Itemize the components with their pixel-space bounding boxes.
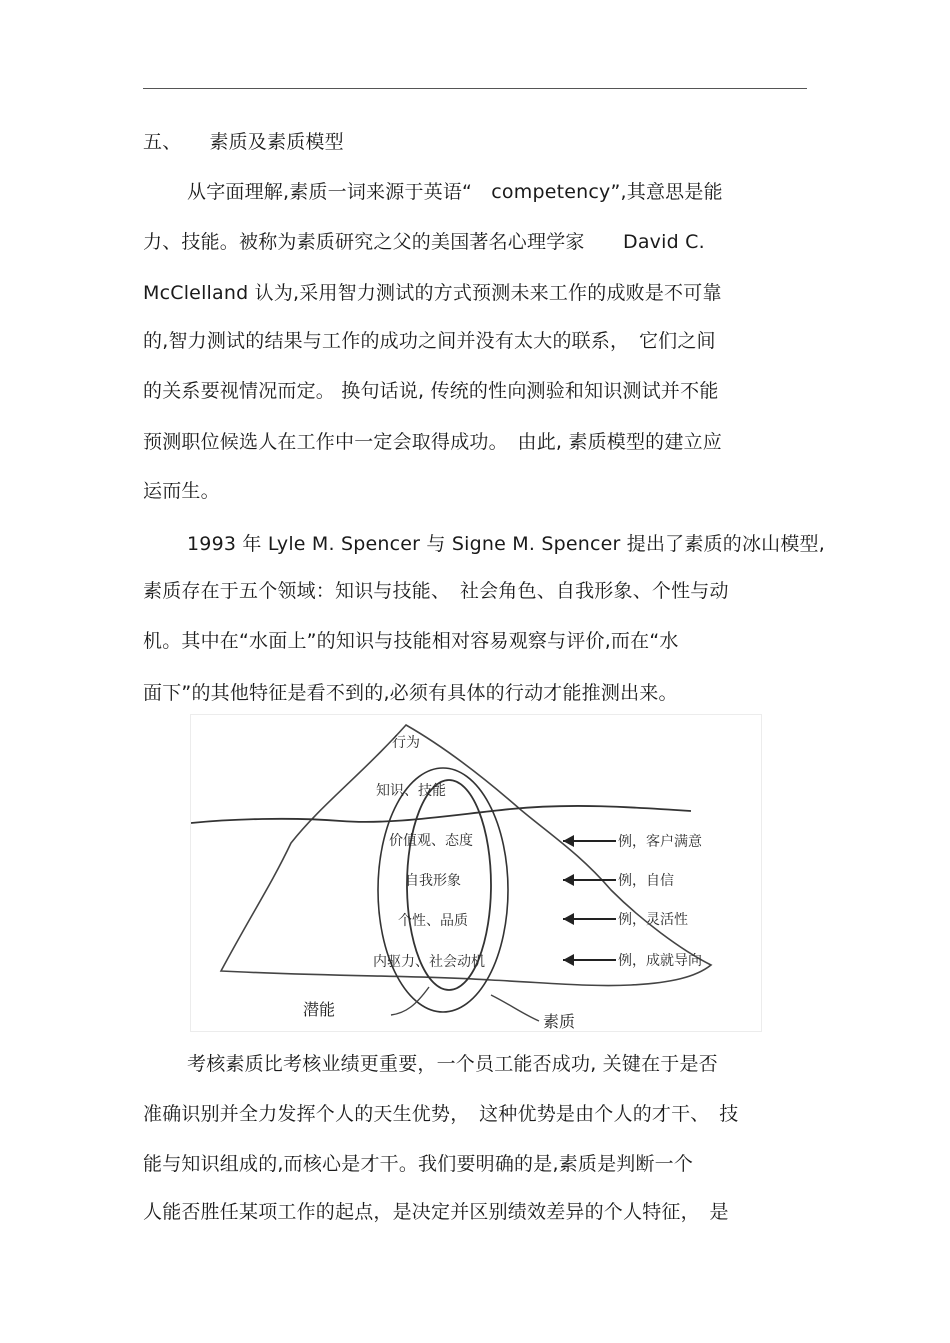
paragraph-line: 预测职位候选人在工作中一定会取得成功。 由此, 素质模型的建立应 xyxy=(143,431,722,453)
layer-label: 知识、技能 xyxy=(376,783,446,799)
example-label: 例，客户满意 xyxy=(618,834,702,850)
paragraph-line: 力、技能。被称为素质研究之父的美国著名心理学家 David C. xyxy=(143,231,705,253)
competency-ellipse xyxy=(378,768,508,1012)
example-arrow-3 xyxy=(563,911,688,928)
paragraph-line: 机。其中在“水面上”的知识与技能相对容易观察与评价,而在“水 xyxy=(143,630,679,652)
example-label: 例，成就导向 xyxy=(618,953,702,969)
water-surface-line xyxy=(191,806,691,823)
paragraph-line: 面下”的其他特征是看不到的,必须有具体的行动才能推测出来。 xyxy=(143,682,678,704)
iceberg-diagram xyxy=(191,715,761,1031)
potential-pointer xyxy=(391,987,429,1015)
layer-label: 内驱力、社会动机 xyxy=(373,954,485,970)
example-arrow-4 xyxy=(563,952,702,969)
paragraph-line: 的,智力测试的结果与工作的成功之间并没有太大的联系， 它们之间 xyxy=(143,330,716,352)
example-arrow-2 xyxy=(563,873,674,889)
paragraph-line: 能与知识组成的,而核心是才干。我们要明确的是,素质是判断一个 xyxy=(143,1153,694,1175)
paragraph-line: McClelland 认为,采用智力测试的方式预测未来工作的成败是不可靠 xyxy=(143,282,722,304)
paragraph-line: 运而生。 xyxy=(143,480,220,502)
example-label: 例，自信 xyxy=(618,873,674,889)
iceberg-model-figure xyxy=(190,714,762,1032)
layer-label: 自我形象 xyxy=(405,873,461,889)
layer-label: 价值观、态度 xyxy=(389,833,473,849)
section-heading xyxy=(143,130,344,154)
layer-label: 个性、品质 xyxy=(398,913,468,929)
header-rule xyxy=(143,88,807,89)
paragraph-line: 人能否胜任某项工作的起点，是决定并区别绩效差异的个人特征， 是 xyxy=(143,1201,729,1223)
layer-label: 行为 xyxy=(392,735,420,751)
iceberg-outline xyxy=(221,725,711,986)
example-arrow-1 xyxy=(563,833,702,850)
section-number: 五、 xyxy=(143,131,182,153)
paragraph-line: 的关系要视情况而定。 换句话说, 传统的性向测验和知识测试并不能 xyxy=(143,380,719,402)
potential-label: 潜能 xyxy=(303,1000,336,1019)
paragraph-line: 素质存在于五个领域：知识与技能、 社会角色、自我形象、个性与动 xyxy=(143,580,729,602)
section-title: 素质及素质模型 xyxy=(209,131,344,153)
paragraph-line: 从字面理解,素质一词来源于英语“ competency”,其意思是能 xyxy=(187,181,723,203)
competency-label: 素质 xyxy=(543,1012,576,1031)
example-label: 例，灵活性 xyxy=(618,912,688,928)
paragraph-line: 1993 年 Lyle M. Spencer 与 Signe M. Spencer 提出了素质的冰山模型, xyxy=(187,533,825,555)
competency-pointer xyxy=(491,995,539,1021)
paragraph-line: 准确识别并全力发挥个人的天生优势， 这种优势是由个人的才干、 技 xyxy=(143,1103,739,1125)
paragraph-line: 考核素质比考核业绩更重要，一个员工能否成功, 关键在于是否 xyxy=(187,1053,718,1075)
